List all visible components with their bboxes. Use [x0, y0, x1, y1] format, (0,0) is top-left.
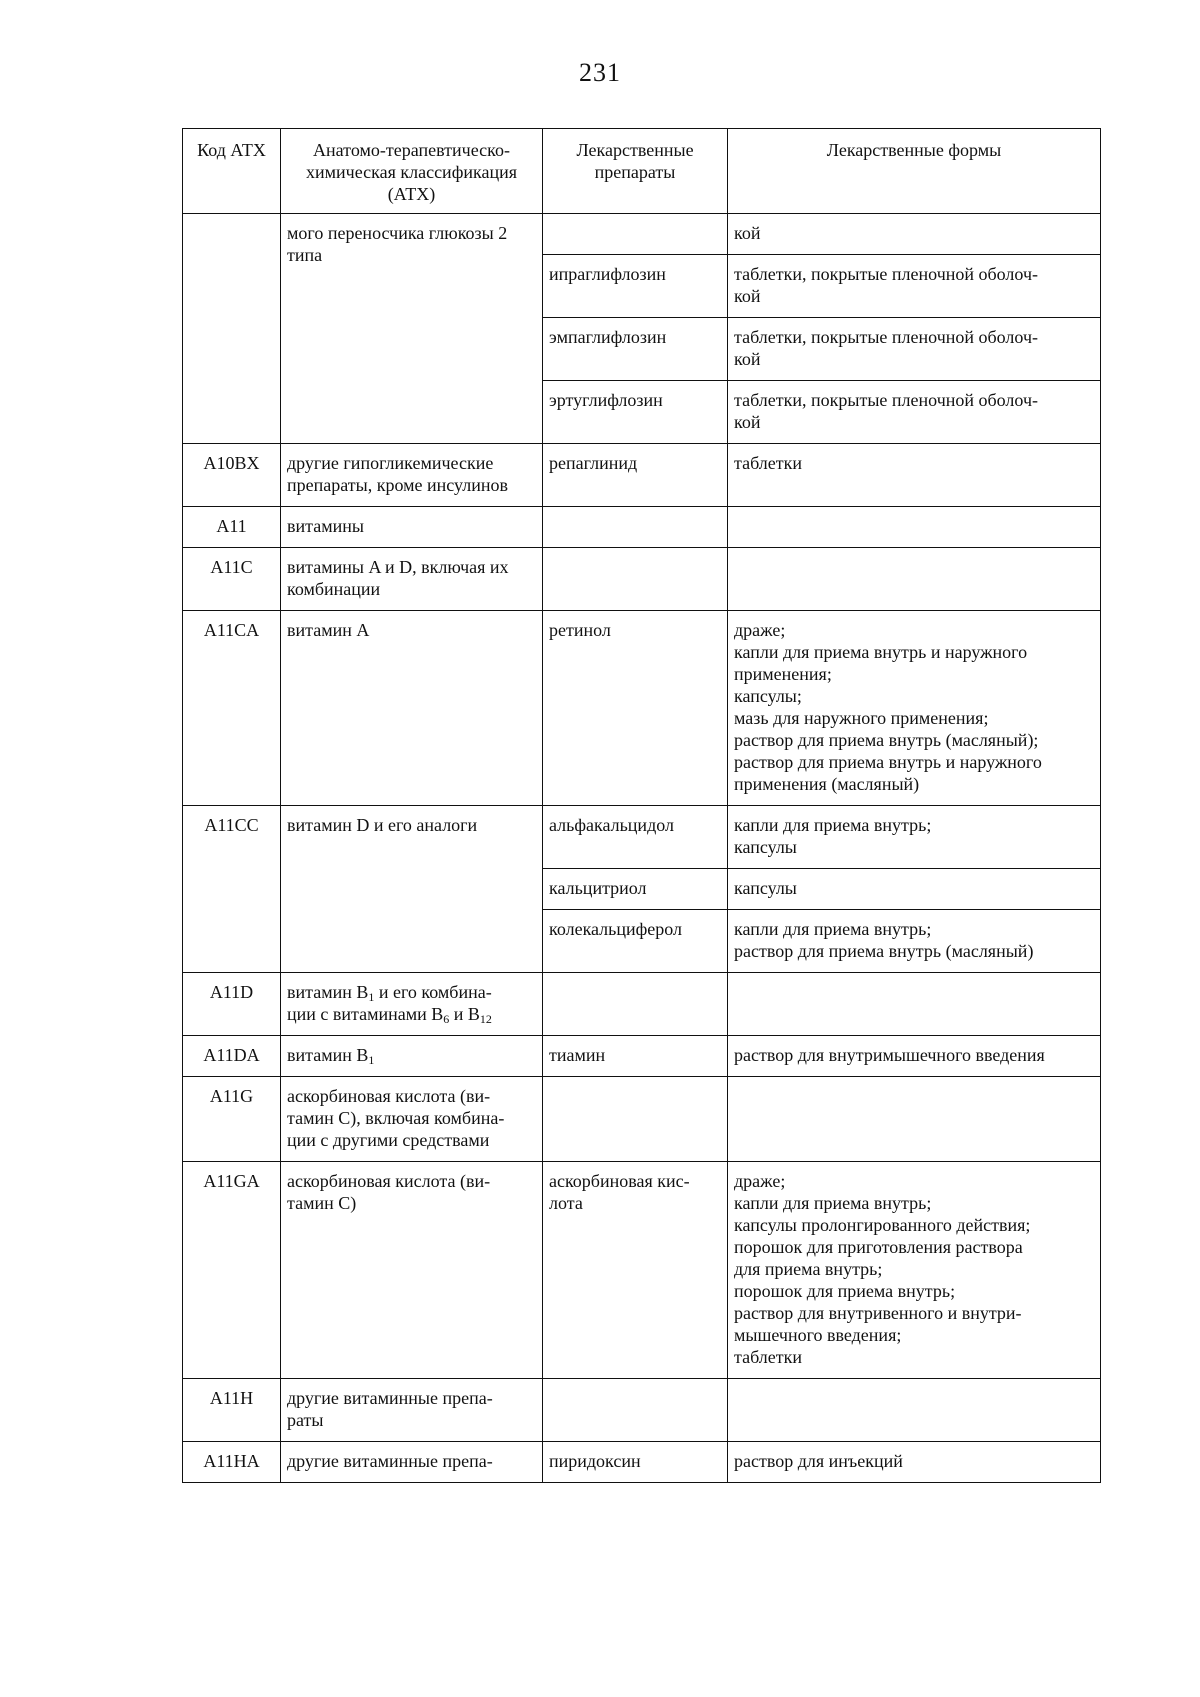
atx-code-cell: A11GA — [183, 1162, 281, 1379]
atx-code-cell: A11G — [183, 1077, 281, 1162]
atx-code-cell: A10BX — [183, 444, 281, 507]
classification-cell: аскорбиновая кислота (ви- тамин С), включая комбина- ции с другими средствами — [281, 1077, 543, 1162]
classification-text: и его комбина- ции с витаминами B — [287, 982, 492, 1024]
drug-cell: пиридоксин — [543, 1442, 728, 1483]
dosage-forms-cell: капсулы — [728, 869, 1101, 910]
dosage-forms-cell — [728, 507, 1101, 548]
table-row — [183, 548, 1101, 611]
drug-cell: аскорбиновая кис- лота — [543, 1162, 728, 1379]
classification-cell: витамин D и его аналоги — [281, 806, 543, 973]
classification-cell — [281, 1036, 543, 1077]
drug-cell: репаглинид — [543, 444, 728, 507]
drug-cell: альфакальцидол — [543, 806, 728, 869]
atx-code-cell: A11D — [183, 973, 281, 1036]
dosage-forms-cell — [728, 1379, 1101, 1442]
classification-cell — [281, 973, 543, 1036]
dosage-forms-cell: таблетки — [728, 444, 1101, 507]
drug-cell — [543, 973, 728, 1036]
atx-code-cell: A11H — [183, 1379, 281, 1442]
atx-code-cell: A11C — [183, 548, 281, 611]
dosage-forms-cell: драже; капли для приема внутрь; капсулы пролонгированного действия; порошок для приготовления раствора для приема внутрь; порошок для приема внутрь; раствор для внутривенного и внутри- мышечного введения; таблетки — [728, 1162, 1101, 1379]
drug-cell: эмпаглифлозин — [543, 318, 728, 381]
dosage-forms-cell: драже; капли для приема внутрь и наружного применения; капсулы; мазь для наружного применения; раствор для приема внутрь (масляный); раствор для приема внутрь и наружного применения (масляный) — [728, 611, 1101, 806]
table-row — [183, 444, 1101, 507]
classification-cell: другие витаминные препа- — [281, 1442, 543, 1483]
drug-cell — [543, 548, 728, 611]
table-row — [183, 611, 1101, 806]
header-code: Код АТХ — [183, 129, 281, 214]
drug-cell — [543, 1077, 728, 1162]
classification-text: и B — [449, 1004, 480, 1024]
atx-table — [182, 128, 1101, 1483]
drug-cell — [543, 214, 728, 255]
table-row — [183, 1442, 1101, 1483]
dosage-forms-cell — [728, 548, 1101, 611]
table-row — [183, 1379, 1101, 1442]
subscript-text: 12 — [479, 1012, 492, 1026]
dosage-forms-cell: раствор для внутримышечного введения — [728, 1036, 1101, 1077]
dosage-forms-cell: кой — [728, 214, 1101, 255]
table-body — [183, 214, 1101, 1483]
classification-cell: витамин А — [281, 611, 543, 806]
table-header — [183, 129, 1101, 214]
page-number: 231 — [579, 58, 621, 87]
table-row — [183, 507, 1101, 548]
atx-code-cell: A11DA — [183, 1036, 281, 1077]
atx-code-cell — [183, 214, 281, 444]
dosage-forms-cell: таблетки, покрытые пленочной оболоч- кой — [728, 255, 1101, 318]
classification-cell: аскорбиновая кислота (ви- тамин С) — [281, 1162, 543, 1379]
dosage-forms-cell: раствор для инъекций — [728, 1442, 1101, 1483]
dosage-forms-cell: капли для приема внутрь; капсулы — [728, 806, 1101, 869]
drug-cell: ретинол — [543, 611, 728, 806]
dosage-forms-cell: капли для приема внутрь; раствор для приема внутрь (масляный) — [728, 910, 1101, 973]
table-row — [183, 1162, 1101, 1379]
classification-cell: другие витаминные препа- раты — [281, 1379, 543, 1442]
classification-cell: витамины A и D, включая их комбинации — [281, 548, 543, 611]
dosage-forms-cell — [728, 1077, 1101, 1162]
atx-code-cell: A11 — [183, 507, 281, 548]
table-row — [183, 1077, 1101, 1162]
atx-code-cell: A11CC — [183, 806, 281, 973]
drug-cell: эртуглифлозин — [543, 381, 728, 444]
classification-text: витамин B — [287, 982, 369, 1002]
drug-cell — [543, 507, 728, 548]
header-drugs: Лекарственные препараты — [543, 129, 728, 214]
classification-text: витамин B — [287, 1045, 369, 1065]
drug-cell: тиамин — [543, 1036, 728, 1077]
header-classification: Анатомо-терапевтическо- химическая классификация (АТХ) — [281, 129, 543, 214]
drug-cell: ипраглифлозин — [543, 255, 728, 318]
atx-code-cell: A11HA — [183, 1442, 281, 1483]
dosage-forms-cell: таблетки, покрытые пленочной оболоч- кой — [728, 381, 1101, 444]
classification-cell: мого переносчика глюкозы 2 типа — [281, 214, 543, 444]
dosage-forms-cell — [728, 973, 1101, 1036]
table-row — [183, 806, 1101, 869]
table-row — [183, 1036, 1101, 1077]
subscript-text: 1 — [368, 1053, 375, 1067]
atx-code-cell: A11CA — [183, 611, 281, 806]
classification-cell: витамины — [281, 507, 543, 548]
subscript-text: 6 — [443, 1012, 450, 1026]
drug-cell — [543, 1379, 728, 1442]
dosage-forms-cell: таблетки, покрытые пленочной оболоч- кой — [728, 318, 1101, 381]
drug-cell: кальцитриол — [543, 869, 728, 910]
subscript-text: 1 — [368, 990, 375, 1004]
drug-cell: колекальциферол — [543, 910, 728, 973]
header-forms: Лекарственные формы — [728, 129, 1101, 214]
classification-cell: другие гипогликемические препараты, кроме инсулинов — [281, 444, 543, 507]
table-row — [183, 214, 1101, 255]
table-row — [183, 973, 1101, 1036]
